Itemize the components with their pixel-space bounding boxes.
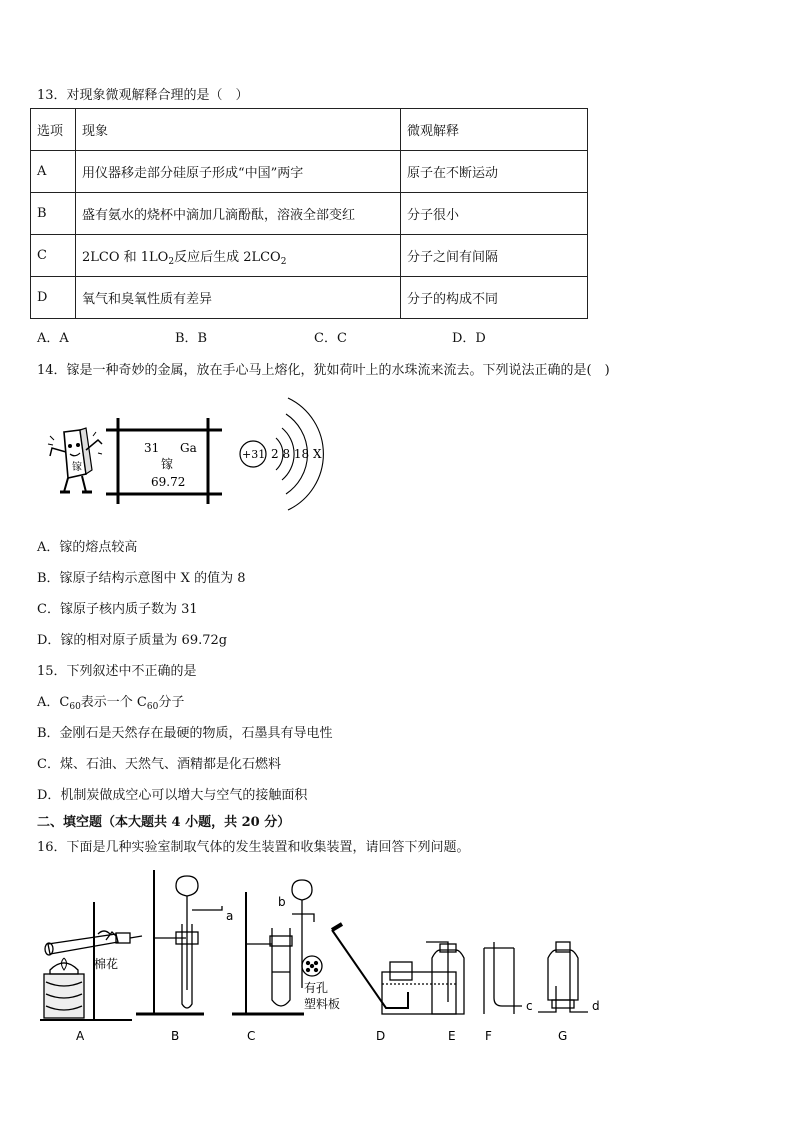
phenomenon-part: 2LCO 和 1LO (82, 250, 169, 265)
plate-label-1: 有孔 (304, 981, 329, 995)
subscript: 60 (69, 702, 81, 712)
label-d-lowercase: d (592, 999, 600, 1013)
row-option: C (31, 235, 76, 277)
header-phenomenon: 现象 (76, 109, 401, 151)
shell-electrons: 2 8 18 X (271, 447, 322, 461)
figure-label-a: A (76, 1029, 85, 1043)
q14-option-d[interactable]: D．镓的相对原子质量为 69.72g (37, 633, 228, 648)
element-symbol: Ga (180, 441, 197, 455)
cotton-label: 棉花 (94, 957, 119, 971)
figure-label-d: D (376, 1029, 386, 1043)
q13-choice-c[interactable]: C．C (314, 331, 347, 346)
figure-label-c: C (247, 1029, 256, 1043)
element-number: 31 (144, 441, 160, 455)
header-explanation: 微观解释 (401, 109, 588, 151)
q15-option-c[interactable]: C．煤、石油、天然气、酒精都是化石燃料 (37, 757, 281, 772)
q14-option-a[interactable]: A．镓的熔点较高 (37, 540, 138, 555)
gas-apparatus-figure (36, 862, 606, 1048)
element-card (104, 414, 224, 506)
text-part: 分子 (158, 695, 185, 710)
section-heading: 二、填空题（本大题共 4 小题，共 20 分） (37, 815, 291, 830)
row-explanation: 原子在不断运动 (401, 151, 588, 193)
apparatus-g (538, 942, 588, 1012)
table-row (31, 235, 588, 277)
figure-label-e: E (448, 1029, 456, 1043)
apparatus-b (136, 870, 222, 1014)
q15-option-b[interactable]: B．金刚石是天然存在最硬的物质，石墨具有导电性 (37, 726, 333, 741)
apparatus-e (426, 942, 464, 1014)
text-part: 表示一个 C (80, 695, 147, 710)
row-option: B (31, 193, 76, 235)
apparatus-a (40, 902, 142, 1020)
figure-label-g: G (558, 1029, 568, 1043)
figure-label-f: F (485, 1029, 492, 1043)
phenomenon-part: 反应后生成 2LCO (174, 250, 281, 265)
q13-choice-d[interactable]: D．D (452, 331, 486, 346)
row-phenomenon (76, 235, 401, 277)
q15-option-d[interactable]: D．机制炭做成空心可以增大与空气的接触面积 (37, 788, 308, 803)
table-row (31, 277, 588, 319)
table-row (31, 151, 588, 193)
cartoon-label: 镓 (72, 462, 82, 473)
element-mass: 69.72 (151, 475, 186, 489)
plate-label-2: 塑料板 (304, 997, 341, 1011)
gallium-cartoon-figure (46, 426, 108, 498)
subscript: 2 (168, 257, 175, 267)
q13-table (30, 108, 588, 319)
subscript: 60 (146, 702, 159, 712)
row-phenomenon: 氧气和臭氧性质有差异 (76, 277, 401, 319)
row-option: D (31, 277, 76, 319)
apparatus-d (332, 924, 456, 1014)
row-explanation: 分子的构成不同 (401, 277, 588, 319)
q14-option-b[interactable]: B．镓原子结构示意图中 X 的值为 8 (37, 571, 246, 586)
q13-choice-a[interactable]: A．A (37, 331, 69, 346)
row-explanation: 分子很小 (401, 193, 588, 235)
q16-stem: 16．下面是几种实验室制取气体的发生装置和收集装置，请回答下列问题。 (37, 840, 470, 855)
figure-label-b: B (171, 1029, 180, 1043)
text-part: A．C (37, 695, 70, 710)
row-phenomenon: 用仪器移走部分硅原子形成“中国”两字 (76, 151, 401, 193)
atom-structure-diagram (236, 390, 336, 518)
row-phenomenon: 盛有氨水的烧杯中滴加几滴酚酞，溶液全部变红 (76, 193, 401, 235)
q15-option-a[interactable] (37, 691, 184, 710)
apparatus-f (484, 942, 522, 1014)
label-a-lowercase: a (226, 909, 234, 923)
row-explanation: 分子之间有间隔 (401, 235, 588, 277)
q15-stem: 15．下列叙述中不正确的是 (37, 664, 197, 679)
q13-choice-b[interactable]: B．B (175, 331, 208, 346)
subscript: 2 (280, 257, 287, 267)
q14-option-c[interactable]: C．镓原子核内质子数为 31 (37, 602, 198, 617)
label-b-lowercase: b (278, 895, 286, 909)
table-row (31, 193, 588, 235)
element-name: 镓 (161, 457, 174, 471)
q14-stem: 14．镓是一种奇妙的金属，放在手心马上熔化，犹如荷叶上的水珠流来流去。下列说法正确的是( ) (37, 363, 610, 378)
table-header-row (31, 109, 588, 151)
nucleus-label: +31 (242, 448, 266, 461)
q13-stem: 13．对现象微观解释合理的是（ ） (37, 88, 249, 103)
label-c-lowercase: c (526, 999, 533, 1013)
header-option: 选项 (31, 109, 76, 151)
row-option: A (31, 151, 76, 193)
